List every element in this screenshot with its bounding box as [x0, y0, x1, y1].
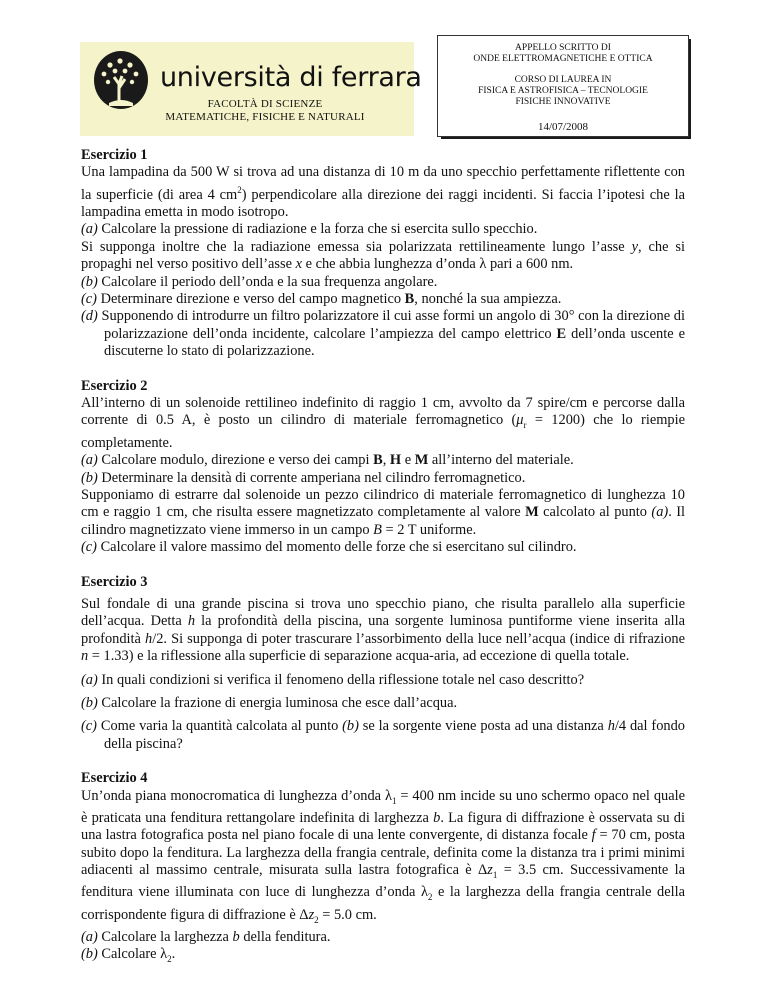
exercise-title: Esercizio 2 — [81, 377, 148, 394]
course-line-3: FISICHE INNOVATIVE — [515, 97, 611, 107]
exercise-text: Supponiamo di estrarre dal solenoide un pezzo cilindrico di materiale ferromagnetico di lunghezza 10 cm e raggio 1 cm, che risulta essere magnetizzato completamente al valore M calcolato al punto (a). Il cilindro magnetizzato viene immerso in un campo B = 2 T uniforme. — [81, 486, 686, 538]
exercise-text: Sul fondale di una grande piscina si trova uno specchio piano, che risulta parallelo alla superficie dell’acqua. Detta h la profondità della piscina, una sorgente luminosa puntiforme viene inserita alla profondità h/2. Si supponga di poter trascurare l’assorbimento della luce nell’acqua (indice di rifrazione n = 1.33) e la riflessione alla superficie di separazione acqua-aria, ad eccezione di quella totale. — [81, 596, 685, 665]
exam-date: 14/07/2008 — [537, 121, 589, 133]
faculty-line-2: MATEMATICHE, FISICHE E NATURALI — [165, 111, 365, 123]
exam-info-box — [437, 35, 689, 137]
exercise-1 — [81, 147, 685, 361]
exercise-3 — [81, 574, 685, 754]
exercise-2 — [81, 378, 685, 557]
exercise-text: All’interno di un solenoide rettilineo indefinito di raggio 1 cm, avvolto da 7 spire/cm e percorse dalla corrente di 0.5 A, è posto un cilindro di materiale ferromagnetico $(\mu_r = 1200)$ che lo riempie completamente. — [81, 395, 685, 451]
question-a: (a) Calcolare modulo, direzione e verso dei campi B, H e M all’interno del materiale. — [81, 452, 574, 469]
exercise-text: Si supponga inoltre che la radiazione emessa sia polarizzata rettilineamente lungo l’asse y, che si propaghi nel verso positivo dell’asse x e che abbia lunghezza d’onda λ pari a 600 nm. — [81, 238, 685, 273]
exam-line-1: APPELLO SCRITTO DI — [515, 43, 611, 53]
question-a: (a) In quali condizioni si verifica il fenomeno della riflessione totale nel caso descritto? — [81, 671, 585, 688]
question-d: (d) Supponendo di introdurre un filtro polarizzatore il cui asse formi un angolo di 30° con la direzione di polarizzazione dell’onda incidente, calcolare l’ampiezza del campo elettrico E dell’onda uscente e discuterne lo stato di polarizzazione. — [81, 308, 685, 360]
question-c: (c) Determinare direzione e verso del campo magnetico B, nonché la sua ampiezza. — [81, 291, 562, 308]
question-a: (a) Calcolare la larghezza b della fenditura. — [81, 929, 331, 946]
university-name: università di ferrara — [160, 62, 422, 93]
exercise-4 — [81, 770, 685, 968]
exercise-title: Esercizio 1 — [81, 147, 148, 163]
question-b: (b) Calcolare il periodo dell’onda e la sua frequenza angolare. — [81, 273, 438, 290]
exam-line-2: ONDE ELETTROMAGNETICHE E OTTICA — [473, 54, 653, 64]
faculty-line-1: FACOLTÀ DI SCIENZE — [207, 98, 323, 110]
exam-title — [438, 43, 688, 65]
question-a: (a) Calcolare la pressione di radiazione e la forza che si esercita sullo specchio. — [81, 221, 538, 238]
exercise-text: Una lampadina da 500 W si trova ad una distanza di 10 m da uno specchio perfettamente riflettente con la superficie (di area 4 $cm^2$) perpendicolare alla direzione dei raggi incidenti. Si faccia l’ipotesi che la lampadina emetta in modo isotropo. — [81, 164, 685, 221]
exercise-text: Un’onda piana monocromatica di lunghezza d’onda $\lambda_1 = 400$ nm incide su uno schermo opaco nel quale è praticata una fenditura rettangolare indefinita di larghezza b. La figura di diffrazione è osservata su di una lastra fotografica posta nel piano focale di una lente convergente, di distanza focale f = 70 cm, posta subito dopo la fenditura. La larghezza della frangia centrale, definita come la distanza tra i primi minimi adiacenti al massimo centrale, misurata sulla lastra fotografica è $\Delta z_1 = 3.5$ cm. Successivamente la fenditura viene illuminata con luce di lunghezza d’onda $\lambda_2$ e la larghezza della frangia centrale della corrispondente figura di diffrazione è $\Delta z_2 = 5.0$ cm. — [81, 787, 686, 925]
question-b: (b) Calcolare la frazione di energia luminosa che esce dall’acqua. — [81, 695, 458, 712]
question-c: (c) Calcolare il valore massimo del momento delle forze che si esercitano sul cilindro. — [81, 539, 577, 556]
course-name — [438, 75, 688, 108]
university-logo-box — [80, 42, 422, 136]
faculty-name — [150, 98, 380, 124]
exercise-list — [81, 147, 685, 986]
course-line-1: CORSO DI LAUREA IN — [514, 75, 612, 85]
exercise-title: Esercizio 4 — [81, 770, 148, 787]
course-line-2: FISICA E ASTROFISICA – TECNOLOGIE — [478, 86, 648, 96]
question-b: (b) Determinare la densità di corrente amperiana nel cilindro ferromagnetico. — [81, 469, 526, 486]
question-b: (b) Calcolare $\lambda_2$. — [81, 946, 176, 965]
question-c: (c) Come varia la quantità calcolata al punto (b) se la sorgente viene posta ad una distanza h/4 dal fondo della piscina? — [81, 718, 686, 752]
exercise-title: Esercizio 3 — [81, 573, 148, 590]
tree-logo-icon — [92, 50, 150, 112]
